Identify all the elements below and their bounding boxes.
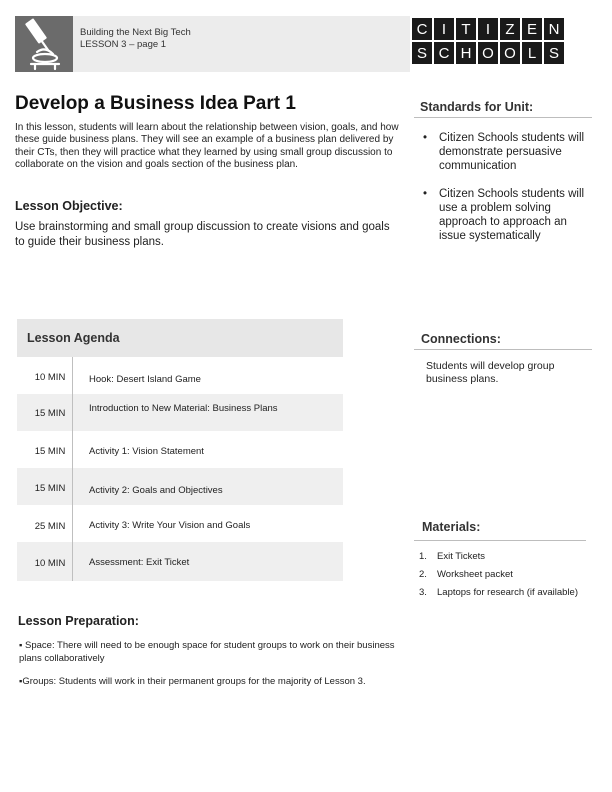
preparation-space: ▪ Space: There will need to be enough space for student groups to work on their business plans collaboratively xyxy=(19,640,395,664)
logo-letter: Z xyxy=(500,18,520,40)
logo-letter: S xyxy=(412,42,432,64)
materials-list xyxy=(419,551,578,605)
standards-rule xyxy=(414,117,592,118)
header-text xyxy=(80,27,191,51)
preparation-groups: ▪Groups: Students will work in their permanent groups for the majority of Lesson 3. xyxy=(19,676,366,687)
logo-letter: C xyxy=(412,18,432,40)
logo-letter: C xyxy=(434,42,454,64)
materials-heading: Materials: xyxy=(422,520,481,534)
agenda-minutes: 10 MIN xyxy=(34,558,66,569)
objective-heading: Lesson Objective: xyxy=(15,199,123,213)
logo-letter: I xyxy=(434,18,454,40)
logo-letter: N xyxy=(544,18,564,40)
agenda-activity: Assessment: Exit Ticket xyxy=(89,557,190,568)
objective-text: Use brainstorming and small group discussion to create visions and goals to guide their business plans. xyxy=(15,221,390,248)
agenda-heading: Lesson Agenda xyxy=(27,331,120,345)
material-text: Exit Tickets xyxy=(437,551,486,562)
logo-row-citizen xyxy=(412,18,566,40)
logo-letter: O xyxy=(478,42,498,64)
agenda-minutes: 10 MIN xyxy=(34,372,66,383)
list-item xyxy=(420,131,595,173)
connections-rule xyxy=(414,349,592,350)
agenda-activity: Introduction to New Material: Business Plans xyxy=(89,403,278,414)
materials-rule xyxy=(414,540,586,541)
list-item: 1. Exit Tickets xyxy=(419,551,578,569)
bullet: • xyxy=(423,188,428,200)
logo-letter: E xyxy=(522,18,542,40)
logo-letter: O xyxy=(500,42,520,64)
agenda-activity: Activity 1: Vision Statement xyxy=(89,446,204,457)
agenda-minutes: 15 MIN xyxy=(34,408,66,419)
agenda-activity: Activity 3: Write Your Vision and Goals xyxy=(89,520,251,531)
microscope-icon xyxy=(15,16,73,72)
list-item: 3. Laptops for research (if available) xyxy=(419,587,578,605)
agenda-activity: Activity 2: Goals and Objectives xyxy=(89,485,223,496)
list-item: 2. Worksheet packet xyxy=(419,569,578,587)
connections-text: Students will develop group business plans. xyxy=(426,360,555,385)
material-text: Laptops for research (if available) xyxy=(437,587,578,598)
standards-list xyxy=(420,131,595,257)
page-title: Develop a Business Idea Part 1 xyxy=(15,93,296,114)
connections-heading: Connections: xyxy=(421,332,501,346)
citizen-schools-logo xyxy=(412,18,566,64)
agenda-row xyxy=(17,357,343,394)
logo-letter: L xyxy=(522,42,542,64)
material-text: Worksheet packet xyxy=(437,569,513,580)
logo-letter: T xyxy=(456,18,476,40)
bullet: • xyxy=(423,132,428,144)
preparation-heading: Lesson Preparation: xyxy=(18,614,139,628)
agenda-row xyxy=(17,542,343,581)
agenda-row xyxy=(17,505,343,542)
agenda-row xyxy=(17,468,343,505)
logo-letter: S xyxy=(544,42,564,64)
header-band xyxy=(15,16,410,72)
lesson-intro: In this lesson, students will learn about the relationship between vision, goals, and how these guide business plans. They will see an example of a business plan delivered by their CTs, then they will practice what they learned by using small group discussion to collaborate on the vision and goals section of the business plan. xyxy=(15,122,399,170)
standard-text: Citizen Schools students will use a problem solving approach to approach an issue systematically xyxy=(439,188,585,242)
logo-letter: H xyxy=(456,42,476,64)
standards-heading: Standards for Unit: xyxy=(420,100,534,114)
list-item xyxy=(420,187,595,243)
logo-row-schools xyxy=(412,42,566,64)
lesson-page: LESSON 3 – page 1 xyxy=(80,39,167,50)
agenda-activity: Hook: Desert Island Game xyxy=(89,374,201,385)
agenda-row xyxy=(17,431,343,468)
logo-letter: I xyxy=(478,18,498,40)
standard-text: Citizen Schools students will demonstrate persuasive communication xyxy=(439,132,585,172)
agenda-minutes: 15 MIN xyxy=(34,446,66,457)
agenda-column-divider xyxy=(72,357,73,581)
agenda-minutes: 15 MIN xyxy=(34,483,66,494)
agenda-minutes: 25 MIN xyxy=(34,521,66,532)
course-title: Building the Next Big Tech xyxy=(80,27,191,38)
agenda-row xyxy=(17,394,343,431)
